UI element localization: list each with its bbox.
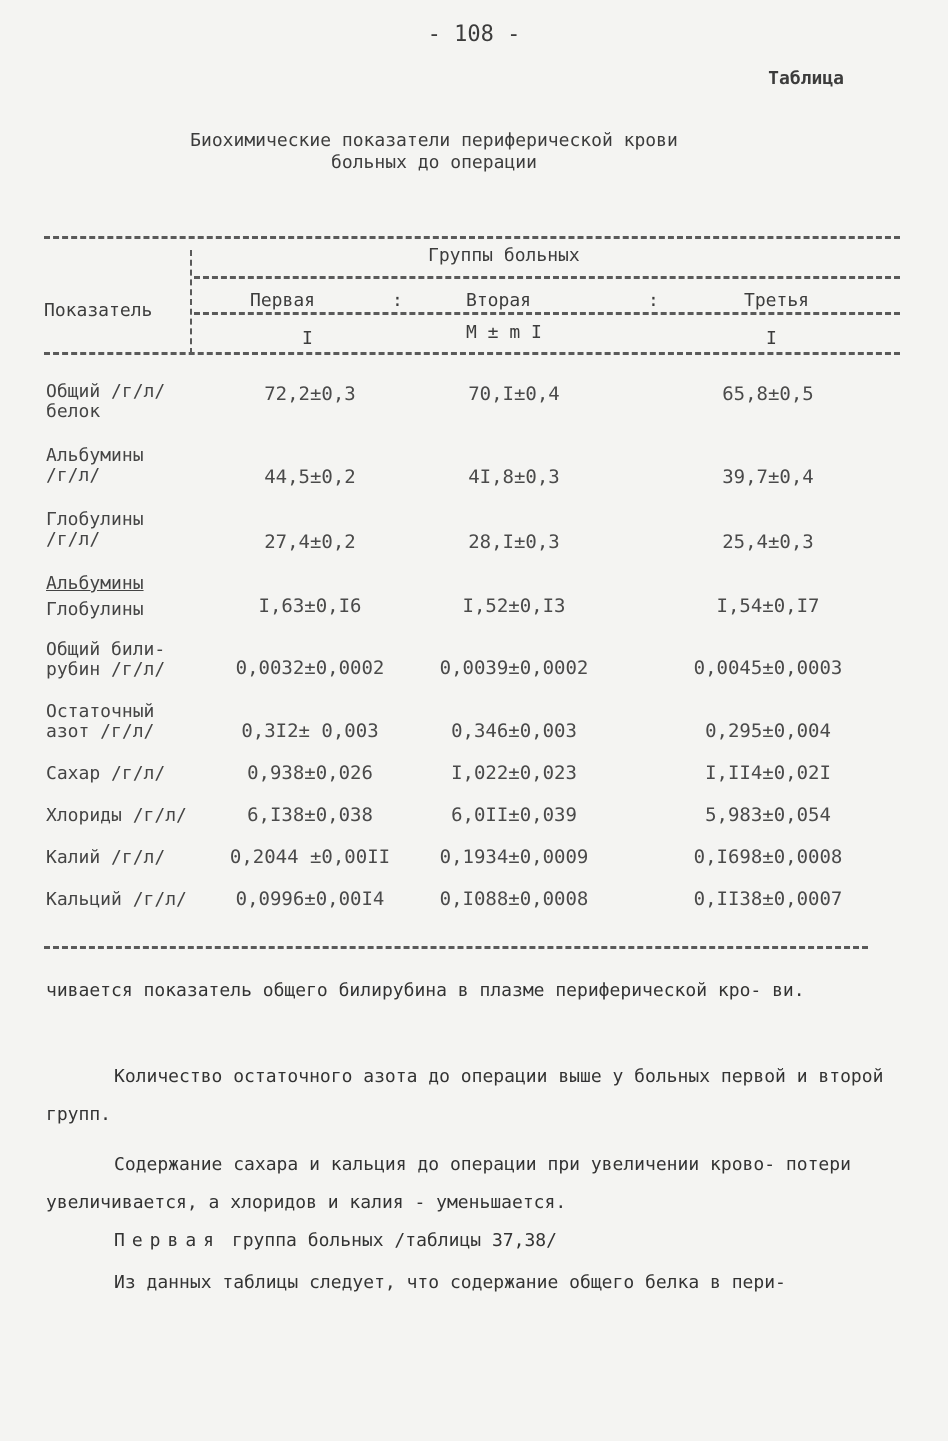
value-first: 72,2±0,3: [264, 383, 356, 405]
value-third: 0,II38±0,0007: [693, 888, 843, 910]
value-second: 6,0II±0,039: [451, 804, 577, 826]
row-label: Альбумины /г/л/: [46, 445, 144, 486]
spaced-word: Первая: [114, 1230, 222, 1251]
value-third: 0,0045±0,0003: [693, 657, 843, 679]
column-sub-first: I: [302, 328, 313, 349]
paragraph: чивается показатель общего билирубина в плазме периферической кро- ви.: [46, 980, 805, 1001]
table-top-rule: [44, 236, 900, 239]
row-label: Сахар /г/л/: [46, 763, 166, 784]
value-third: I,54±0,I7: [716, 595, 820, 617]
title-line-2: больных до операции: [331, 152, 537, 173]
column-header-first: Первая: [250, 290, 316, 311]
title-line-1: Биохимические показатели периферической крови: [190, 130, 678, 151]
row-label: Хлориды /г/л/: [46, 805, 187, 826]
value-second: I,52±0,I3: [462, 595, 566, 617]
row-label: Общий /г/л/ белок: [46, 381, 166, 422]
column-sub-third: I: [766, 328, 777, 349]
value-second: 0,I088±0,0008: [439, 888, 589, 910]
column-header-third: Третья: [744, 290, 810, 311]
indicator-header: Показатель: [44, 300, 153, 321]
value-first: 27,4±0,2: [264, 531, 356, 553]
row-label: Кальций /г/л/: [46, 889, 187, 910]
column-separator: :: [392, 290, 403, 311]
value-first: 0,3I2± 0,003: [241, 720, 379, 742]
value-third: I,II4±0,02I: [705, 762, 831, 784]
row-label: Альбумины Глобулины: [46, 573, 144, 620]
header-bottom-rule: [44, 352, 900, 355]
value-third: 5,983±0,054: [705, 804, 831, 826]
row-label: Общий били- рубин /г/л/: [46, 639, 166, 680]
table-bottom-rule: [44, 946, 868, 949]
row-label: Калий /г/л/: [46, 847, 166, 868]
value-first: 6,I38±0,038: [247, 804, 373, 826]
value-second: 0,0039±0,0002: [439, 657, 589, 679]
value-second: 0,1934±0,0009: [439, 846, 589, 868]
column-header-rule: [194, 312, 900, 315]
value-second: 28,I±0,3: [468, 531, 560, 553]
column-sub-second: M ± m I: [466, 322, 542, 343]
column-separator: :: [648, 290, 659, 311]
row-label: Глобулины /г/л/: [46, 509, 144, 550]
indicator-column-divider: [190, 250, 192, 354]
groups-header: Группы больных: [428, 245, 580, 266]
value-first: 44,5±0,2: [264, 466, 356, 488]
value-second: 0,346±0,003: [451, 720, 577, 742]
row-label: Остаточный азот /г/л/: [46, 701, 155, 742]
value-third: 39,7±0,4: [722, 466, 814, 488]
table-label: Таблица: [768, 68, 844, 89]
paragraph: [46, 1228, 906, 1254]
value-first: 0,938±0,026: [247, 762, 373, 784]
value-first: 0,2044 ±0,00II: [229, 846, 391, 868]
column-header-second: Вторая: [466, 290, 532, 311]
value-second: I,022±0,023: [451, 762, 577, 784]
value-second: 70,I±0,4: [468, 383, 560, 405]
table-title: [0, 130, 868, 174]
paragraph-rest: группа больных /таблицы 37,38/: [221, 1230, 557, 1251]
value-third: 65,8±0,5: [722, 383, 814, 405]
paragraph: Содержание сахара и кальция до операции при увеличении крово- потери увеличивается, а хлоридов и калия - уменьшается.: [46, 1154, 851, 1213]
value-third: 25,4±0,3: [722, 531, 814, 553]
value-first: 0,0996±0,00I4: [235, 888, 385, 910]
groups-under-rule: [194, 276, 900, 279]
value-first: 0,0032±0,0002: [235, 657, 385, 679]
value-third: 0,295±0,004: [705, 720, 831, 742]
page-number: - 108 -: [427, 22, 521, 47]
value-first: I,63±0,I6: [258, 595, 362, 617]
paragraph: Из данных таблицы следует, что содержание общего белка в пери-: [114, 1272, 786, 1293]
value-second: 4I,8±0,3: [468, 466, 560, 488]
value-third: 0,I698±0,0008: [693, 846, 843, 868]
paragraph: Количество остаточного азота до операции выше у больных первой и второй групп.: [46, 1066, 884, 1125]
